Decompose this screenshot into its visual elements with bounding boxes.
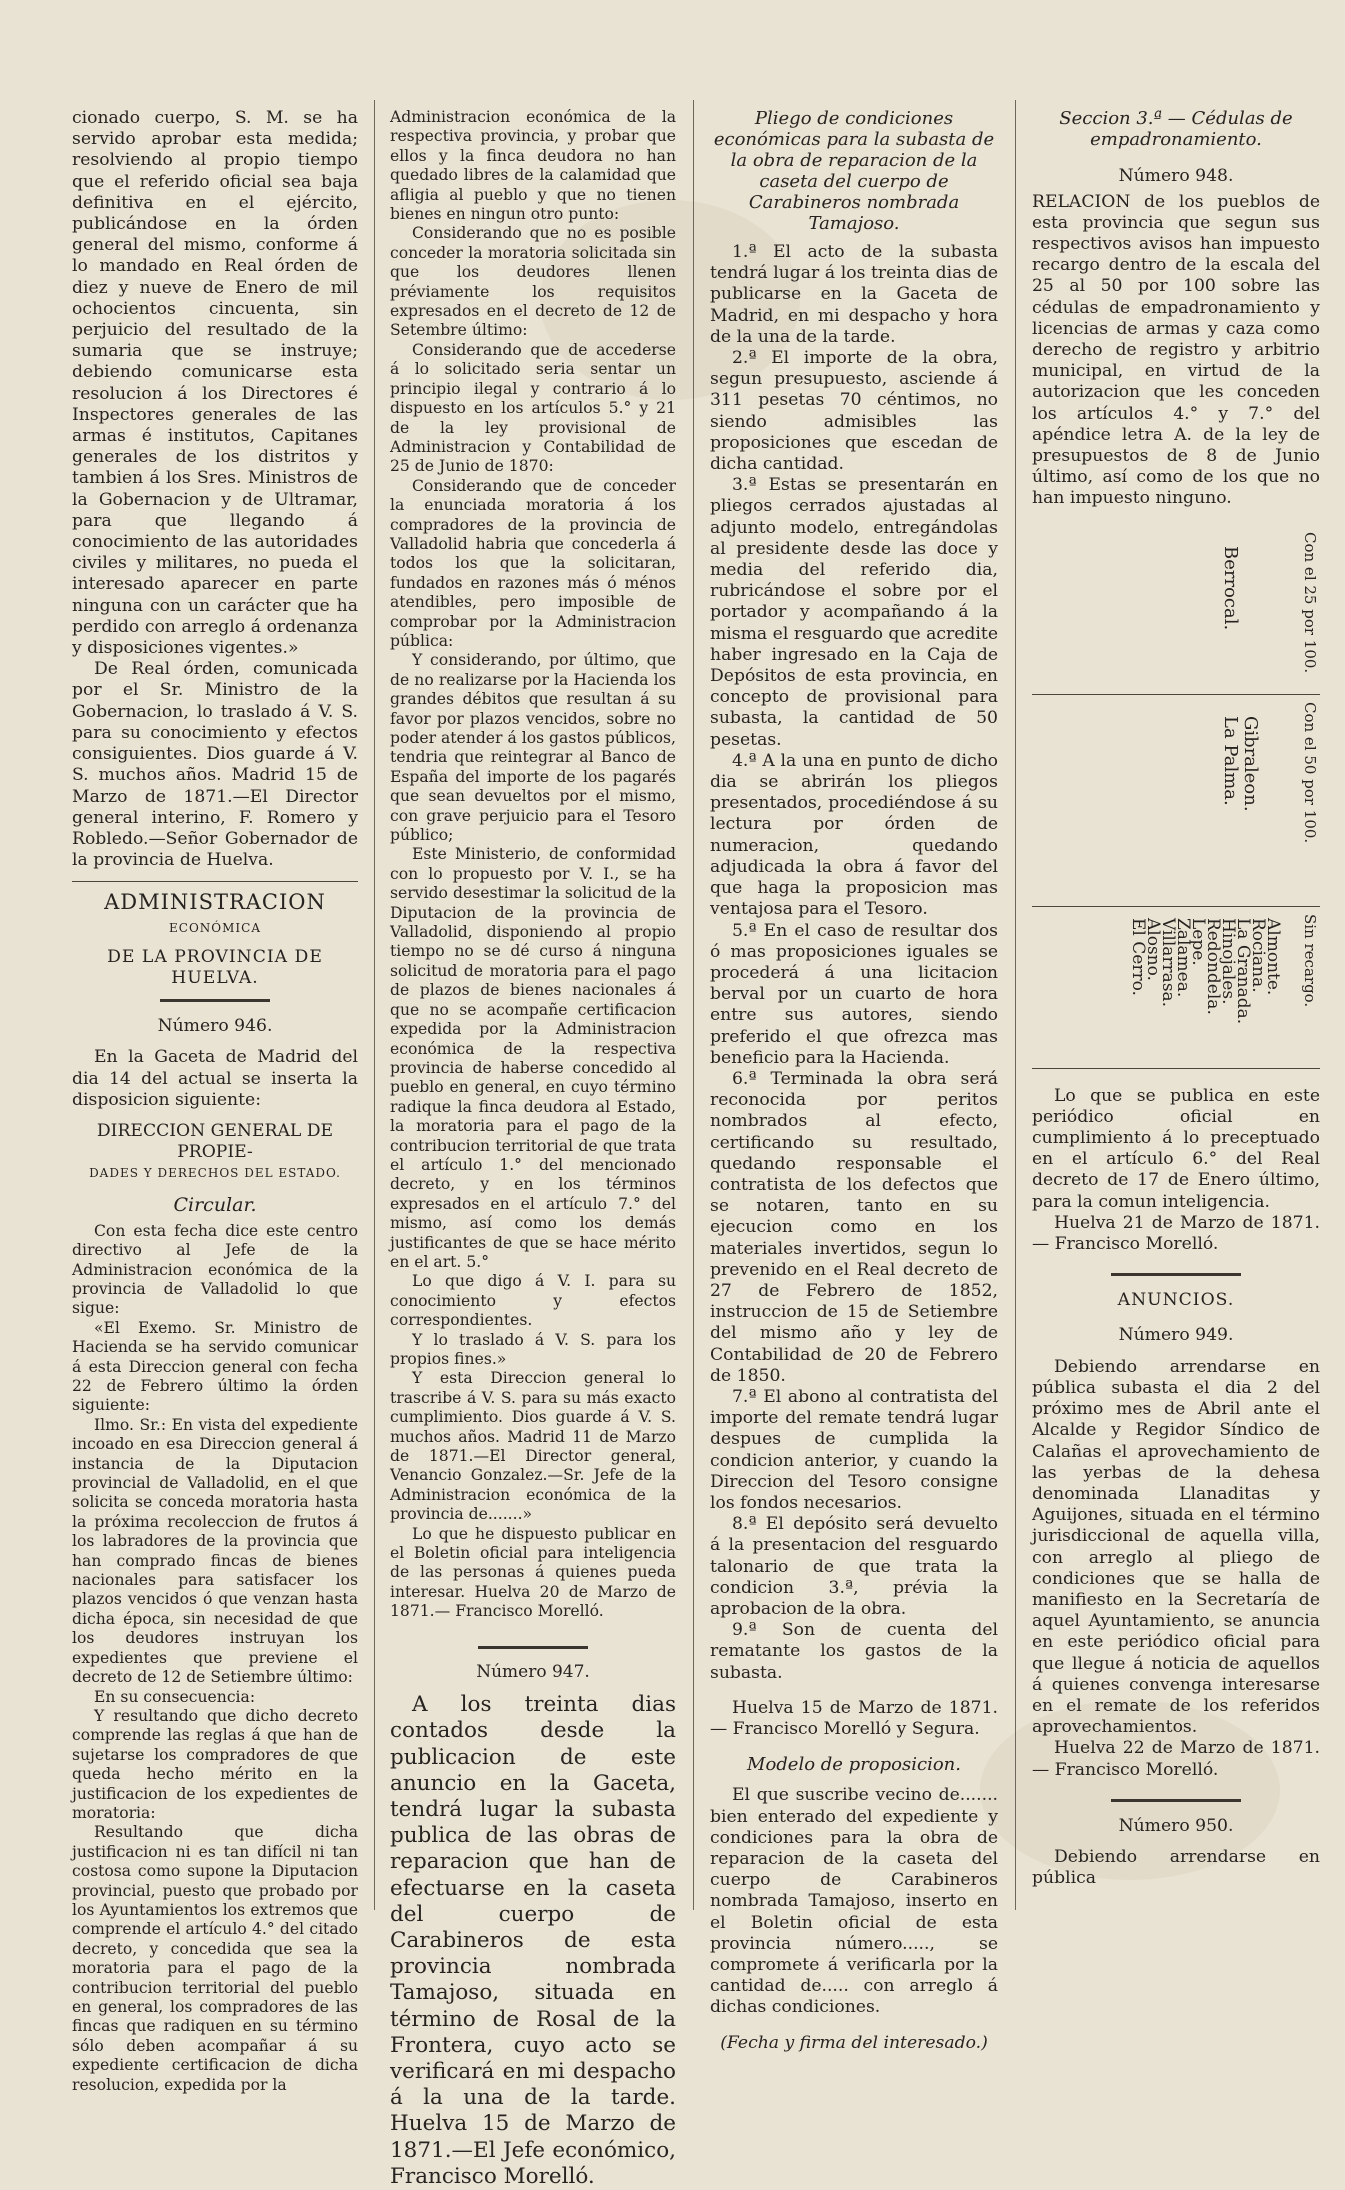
divider [478, 1646, 588, 1649]
paragraph: Resultando que dicha justificacion ni es tan difícil ni tan costosa como supone la Diputacion provincial, puesto que probado por los Ayuntamientos los extremos que comprende el artículo 4.° del citado decreto, y concedida que sea la moratoria para el pago de la contribucion territorial del pueblo en general, los compradores de las fincas que radiquen en su término sólo deben acompañar á su expediente certificacion de dicha resolucion, expedida por la [72, 1823, 358, 2094]
column-rule [693, 100, 694, 1910]
column-header: Sin recargo. [1301, 913, 1319, 1007]
paragraph: Y resultando que dicho decreto comprende las reglas á que han de sujetarse los compradores de que queda hecho mérito en la justificacion de los expedientes de moratoria: [72, 1706, 358, 1822]
notice-number: Número 950. [1118, 1815, 1234, 1836]
condition-item: 9.ª Son de cuenta del rematante los gastos de la subasta. [710, 1620, 998, 1683]
section-subtitle: DE LA PROVINCIA DE HUELVA. [107, 946, 323, 988]
column-rule [1015, 100, 1016, 1910]
firma-note: (Fecha y firma del interesado.) [720, 2032, 988, 2053]
paragraph: Con esta fecha dice este centro directivo al Jefe de la Administracion económica de la provincia de Valladolid lo que sigue: [72, 1221, 358, 1318]
paragraph: Debiendo arrendarse en pública subasta el dia 2 del próximo mes de Abril ante el Alcalde y Regidor Síndico de Calañas el aprovechamiento de las yerbas de la dehesa denominada Llanaditas y Aguijones, situada en el término jurisdiccional de aquella villa, con arreglo al pliego de condiciones que se halla de manifiesto en la Secretaría de aquel Ayuntamiento, se anuncia en este periódico oficial para que llegue á noticia de aquellos á quienes convenga interesarse en el remate de los referidos aprovechamientos. [1032, 1356, 1320, 1738]
condition-item: 3.ª Estas se presentarán en pliegos cerrados ajustadas al adjunto modelo, entregándolas al presidente desde las doce y media del referido dia, rubricándose el sobre por el portador y acompañando á la misma el resguardo que acredite haber ingresado en la Caja de Depósitos de esta provincia, en concepto de provisional para subasta, la cantidad de 50 pesetas. [710, 475, 998, 750]
paragraph: Lo que digo á V. I. para su conocimiento y efectos correspondientes. [390, 1272, 676, 1330]
column-rule [374, 100, 375, 1910]
paragraph: Considerando que de accederse á lo solicitado seria sentar un principio ilegal y contrario á lo dispuesto en los artículos 5.° y 21 de la ley provisional de Administracion y Contabilidad de 25 de Junio de 1870: [390, 340, 676, 476]
paragraph: cionado cuerpo, S. M. se ha servido aprobar esta medida; resolviendo al propio tiempo que el referido oficial sea baja definitiva en el ejército, publicándose en la órden general del mismo, conforme á lo mandado en Real órden de diez y nueve de Enero de mil ochocientos cincuenta, sin perjuicio del resultado de la sumaria que se instruye; debiendo comunicarse esta resolucion á los Directores é Inspectores generales de las armas é institutos, Capitanes generales de los distritos y tambien á los Sres. Ministros de la Gobernacion y de Ultramar, para que llegando á conocimiento de las autoridades civiles y militares, no pueda el interesado aparecer en parte ninguna con un carácter que ha perdido con arreglo á ordenanza y disposiciones vigentes.» [72, 108, 358, 659]
section-title: ADMINISTRACION [104, 890, 326, 915]
condition-item: 4.ª A la una en punto de dicho dia se abrirán los pliegos presentados, procediéndose á su lectura por órden de numeracion, quedando adjudicada la obra á favor del que haga la proposicion mas ventajosa para el Tesoro. [710, 750, 998, 920]
paragraph: Lo que he dispuesto publicar en el Boletin oficial para inteligencia de las personas á quienes pueda interesar. Huelva 20 de Marzo de 1871.— Francisco Morelló. [390, 1524, 676, 1621]
paragraph: Este Ministerio, de conformidad con lo propuesto por V. I., se ha servido desestimar la solicitud de la Diputacion de la provincia de Valladolid, disponiendo al propio tiempo no se dé curso á ninguna solicitud de moratoria para el pago de plazos de bienes nacionales á que no se acompañe certificacion expedida por la Administracion económica de la respectiva provincia de haberse concedido al pueblo en general, en cuyo término radique la finca deudora al Estado, la moratoria para el pago de la contribucion territorial de que trata el artículo 1.° del mencionado decreto, y en los términos expresados en el artículo 7.° del mismo, así como los demás justificantes de que se hace mérito en el art. 5.° [390, 845, 676, 1271]
paragraph: Ilmo. Sr.: En vista del expediente incoado en esa Direccion general á instancia de la Diputacion provincial de Valladolid, en el que solicita se conceda moratoria hasta la próxima recoleccion de frutos á los labradores de la provincia que han comprado fincas de bienes nacionales para satisfacer los plazos vencidos ó que venzan hasta dicha época, sin necesidad de que los deudores instruyan los expedientes que previene el decreto de 12 de Setiembre último: [72, 1415, 358, 1687]
paragraph: De Real órden, comunicada por el Sr. Ministro de la Gobernacion, lo traslado á V. S. para su conocimiento y efectos consiguientes. Dios guarde á V. S. muchos años. Madrid 15 de Marzo de 1871.—El Director general interino, F. Romero y Robledo.—Señor Gobernador de la provincia de Huelva. [72, 659, 358, 871]
column-2 [390, 108, 676, 2190]
paragraph: RELACION de los pueblos de esta provincia que segun sus respectivos avisos han impuesto recargo dentro de la escala del 25 al 50 por 100 sobre las cédulas de empadronamiento y licencias de armas y caza como derecho de registro y arbitrio municipal, en virtud de la autorizacion que les conceden los artículos 4.° y 7.° del apéndice letra A. de la ley de presupuestos de 8 de Junio último, así como de los que no han impuesto ninguno. [1032, 191, 1320, 509]
notice-number: Número 948. [1118, 166, 1234, 187]
paragraph: El que suscribe vecino de....... bien enterado del expediente y condiciones para la obra de reparacion de la caseta del cuerpo de Carabineros nombrada Tamajoso, inserto en el Boletin oficial de esta provincia número....., se compromete á verificarla por la cantidad de..... con arreglo á dichas condiciones. [710, 1785, 998, 2018]
table-cell: Almonte. Rociana. La Granada. Hinojales. Redondela. Lepe. Zalamea. Villarrasa. Alosno. El Cerro. [1128, 917, 1283, 1024]
table-row [1032, 696, 1320, 907]
signature: Huelva 21 de Marzo de 1871.— Francisco Morelló. [1032, 1212, 1320, 1255]
conditions-title: Pliego de condiciones económicas para la subasta de la obra de reparacion de la caseta del cuerpo de Carabineros nombrada Tamajoso. [713, 108, 995, 234]
condition-item: 6.ª Terminada la obra será reconocida por peritos nombrados al efecto, certificando su resultado, quedando responsable el contratista de los defectos que se notaren, tanto en su ejecucion como en los materiales invertidos, segun lo prevenido en el Real decreto de 27 de Febrero de 1852, instruccion de 15 de Setiembre del mismo año y ley de Contabilidad de 20 de Febrero de 1850. [710, 1068, 998, 1386]
table-cell: Gibraleon. La Palma. [1220, 715, 1261, 812]
modelo-title: Modelo de proposicion. [747, 1754, 961, 1776]
condition-item: 1.ª El acto de la subasta tendrá lugar á los treinta dias de publicarse en la Gaceta de Madrid, en mi despacho y hora de la una de la tarde. [710, 242, 998, 347]
paragraph: Lo que se publica en este periódico oficial en cumplimiento á lo preceptuado en el artículo 6.° del Real decreto de 17 de Enero último, para la comun inteligencia. [1032, 1085, 1320, 1212]
signature: Huelva 22 de Marzo de 1871.— Francisco Morelló. [1032, 1738, 1320, 1780]
paragraph: En su consecuencia: [94, 1687, 256, 1706]
column-1 [72, 108, 358, 2095]
condition-item: 8.ª El depósito será devuelto á la presentacion del resguardo talonario de que trata la condicion 3.ª, prévia la aprobacion de la obra. [710, 1514, 998, 1619]
notice-number: Número 946. [157, 1016, 273, 1037]
paragraph: Considerando que de conceder la enunciada moratoria á los compradores de la provincia de Valladolid habria que concederla á todos los que la solicitaran, fundados en razones más ó ménos atendibles, pero imposible de comprobar por la Administracion pública: [390, 476, 676, 650]
circular-heading: Circular. [173, 1193, 257, 1216]
section-subtitle: ECONÓMICA [169, 920, 261, 935]
condition-item: 5.ª En el caso de resultar dos ó mas proposiciones iguales se procederá á una licitacion berval por un cuarto de hora entre sus autores, siendo preferido el que ofrezca mas beneficio para la Hacienda. [710, 920, 998, 1068]
paragraph: En la Gaceta de Madrid del dia 14 del actual se inserta la disposicion siguiente: [72, 1047, 358, 1110]
column-header: Con el 50 por 100. [1301, 701, 1319, 843]
anuncios-heading: ANUNCIOS. [1117, 1290, 1235, 1311]
announcement: A los treinta dias contados desde la publicacion de este anuncio en la Gaceta, tendrá lugar la subasta publica de las obras de reparacion que han de efectuarse en la caseta del cuerpo de Carabineros de esta provincia nombrada Tamajoso, situada en término de Rosal de la Frontera, cuyo acto se verificará en mi despacho á la una de la tarde. Huelva 15 de Marzo de 1871.—El Jefe económico, Francisco Morelló. [390, 1692, 676, 2189]
column-header: Con el 25 por 100. [1301, 531, 1319, 673]
section-heading: Seccion 3.ª — Cédulas de empadronamiento. [1059, 108, 1293, 151]
paragraph: Debiendo arrendarse en pública [1032, 1846, 1320, 1889]
condition-item: 7.ª El abono al contratista del importe del remate tendrá lugar despues de cumplida la condicion anterior, y cuando la Direccion del Tesoro consigne los fondos necesarios. [710, 1386, 998, 1513]
table-row [1032, 908, 1320, 1069]
condition-item: 2.ª El importe de la obra, segun presupuesto, asciende á 311 pesetas 70 céntimos, no siendo admisibles las proposiciones que escedan de dicha cantidad. [710, 348, 998, 475]
divider [1111, 1273, 1241, 1276]
paragraph: Considerando que no es posible conceder la moratoria solicitada sin que los deudores llenen préviamente los requisitos expresados en el decreto de 12 de Setembre último: [390, 224, 676, 340]
paragraph: Administracion económica de la respectiva provincia, y probar que ellos y la finca deudora no han quedado libres de la calamidad que afligia al pueblo y que no tienen bienes en ningun otro punto: [390, 108, 676, 224]
divider [72, 881, 358, 882]
towns-table [1032, 526, 1320, 1176]
divider [1111, 1799, 1241, 1802]
paragraph: «El Exemo. Sr. Ministro de Hacienda se ha servido comunicar á esta Direccion general con fecha 22 de Febrero último la órden siguiente: [72, 1318, 358, 1415]
paragraph: Y esta Direccion general lo trascribe á V. S. para su más exacto cumplimiento. Dios guarde á V. S. muchos años. Madrid 11 de Marzo de 1871.—El Director general, Venancio Gonzalez.—Sr. Jefe de la Administracion económica de la provincia de.......» [390, 1369, 676, 1524]
table-cell: Berrocal. [1220, 545, 1241, 630]
column-4 [1032, 108, 1320, 1889]
table-row [1032, 526, 1320, 695]
divider [160, 999, 270, 1002]
paragraph: Y considerando, por último, que de no realizarse por la Hacienda los grandes débitos que resultan á su favor por plazos vencidos, sobre no poder atender á los gastos públicos, tendria que reintegrar al Banco de España del importe de los pagarés que sean devueltos por el mismo, con grave perjuicio para el Tesoro público; [390, 651, 676, 845]
heading: DIRECCION GENERAL DE PROPIE- [96, 1120, 334, 1163]
heading: DADES Y DERECHOS DEL ESTADO. [89, 1166, 341, 1181]
column-3 [710, 108, 998, 2054]
paragraph: Y lo traslado á V. S. para los propios fines.» [390, 1330, 676, 1368]
notice-number: Número 949. [1118, 1325, 1234, 1346]
notice-number: Número 947. [476, 1661, 590, 1682]
signature: Huelva 15 de Marzo de 1871.— Francisco Morelló y Segura. [710, 1697, 998, 1740]
